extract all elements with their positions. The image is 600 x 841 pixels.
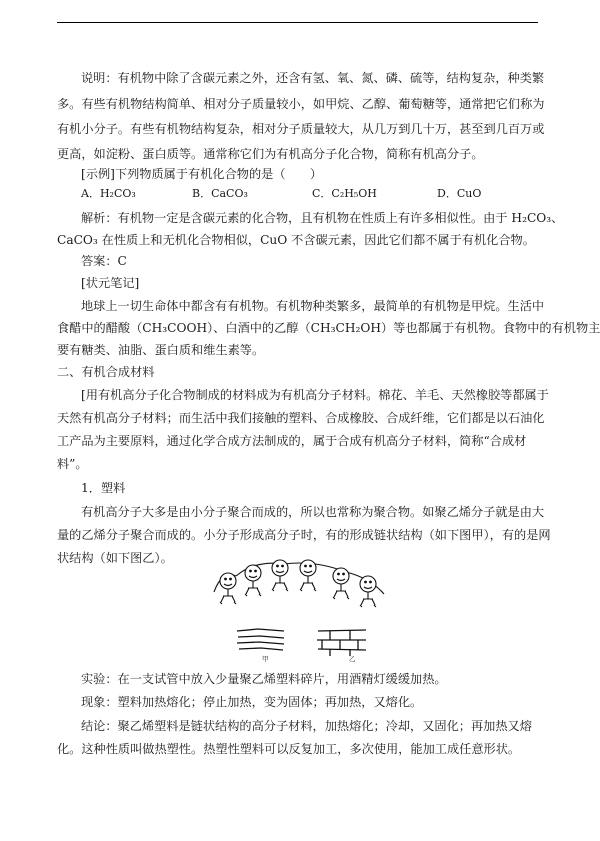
figure-label-a: 甲 bbox=[262, 655, 269, 663]
option-d: D．CuO bbox=[437, 187, 482, 200]
phenomenon-line: 现象：塑料加热熔化；停止加热，变为固体；再加热，又熔化。 bbox=[81, 695, 423, 709]
chain-structure-diagram bbox=[237, 629, 284, 650]
paragraph-line: 量的乙烯分子聚合而成的。小分子形成高分子时，有的形成链状结构（如下图甲），有的是网 bbox=[57, 528, 551, 542]
paragraph-line: 工产品为主要原料，通过化学合成方法制成的，属于合成有机高分子材料，简称“合成材 bbox=[57, 434, 527, 448]
analysis-line: CaCO₃ 在性质上和无机化合物相似，CuO 不含碳元素，因此它们都不属于有机化合物。 bbox=[57, 233, 535, 247]
paragraph-line: 多。有些有机物结构简单、相对分子质量较小，如甲烷、乙醇、葡萄糖等，通常把它们称为 bbox=[57, 97, 545, 111]
paragraph-line: 食醋中的醋酸（CH₃COOH）、白酒中的乙醇（CH₃CH₂OH）等也都属于有机物。食物中的有机物主 bbox=[57, 321, 600, 335]
analysis-line: 解析：有机物一定是含碳元素的化合物，且有机物在性质上有许多相似性。由于 H₂CO₃、 bbox=[81, 211, 564, 225]
network-structure-diagram bbox=[317, 630, 366, 656]
experiment-line: 实验：在一支试管中放入少量聚乙烯塑料碎片，用酒精灯缓缓加热。 bbox=[81, 672, 447, 686]
paragraph-line: 状结构（如下图乙）。 bbox=[57, 551, 173, 565]
paragraph-line: 天然有机高分子材料；而生活中我们接触的塑料、合成橡胶、合成纤维，它们都是以石油化 bbox=[57, 411, 545, 425]
paragraph-line: 有机小分子。有些有机物结构复杂，相对分子质量较大，从几万到几十万，甚至到几百万或 bbox=[57, 122, 545, 136]
example-question: [示例]下列物质属于有机化合物的是（ ） bbox=[81, 167, 323, 181]
paragraph-line: 料”。 bbox=[57, 457, 88, 471]
section-heading: 二、有机合成材料 bbox=[57, 365, 155, 379]
paragraph-line: 地球上一切生命体中都含有有机物。有机物种类繁多，最简单的有机物是甲烷。生活中 bbox=[81, 299, 545, 313]
option-b: B．CaCO₃ bbox=[192, 187, 248, 200]
subsection-heading: 1．塑料 bbox=[81, 481, 126, 495]
note-heading: [状元笔记] bbox=[81, 276, 140, 290]
molecule-chain-illustration bbox=[214, 560, 384, 607]
answer-line: 答案：C bbox=[81, 254, 127, 268]
option-a: A．H₂CO₃ bbox=[81, 187, 136, 200]
conclusion-line: 结论：聚乙烯塑料是链状结构的高分子材料，加热熔化；冷却，又固化；再加热又熔 bbox=[81, 719, 532, 733]
conclusion-line: 化。这种性质叫做热塑性。热塑性塑料可以反复加工，多次使用，能加工成任意形状。 bbox=[57, 742, 521, 756]
figure-label-b: 乙 bbox=[349, 655, 356, 663]
paragraph-line: [用有机高分子化合物制成的材料成为有机高分子材料。棉花、羊毛、天然橡胶等都属于 bbox=[81, 388, 549, 402]
paragraph-line: 更高，如淀粉、蛋白质等。通常称它们为有机高分子化合物，简称有机高分子。 bbox=[57, 147, 484, 161]
option-c: C．C₂H₅OH bbox=[312, 187, 377, 200]
paragraph-line: 有机高分子大多是由小分子聚合而成的，所以也常称为聚合物。如聚乙烯分子就是由大 bbox=[81, 505, 545, 519]
paragraph-line: 要有糖类、油脂、蛋白质和维生素等。 bbox=[57, 343, 265, 357]
paragraph-line: 说明：有机物中除了含碳元素之外，还含有氢、氧、氮、磷、硫等，结构复杂，种类繁 bbox=[81, 71, 545, 85]
